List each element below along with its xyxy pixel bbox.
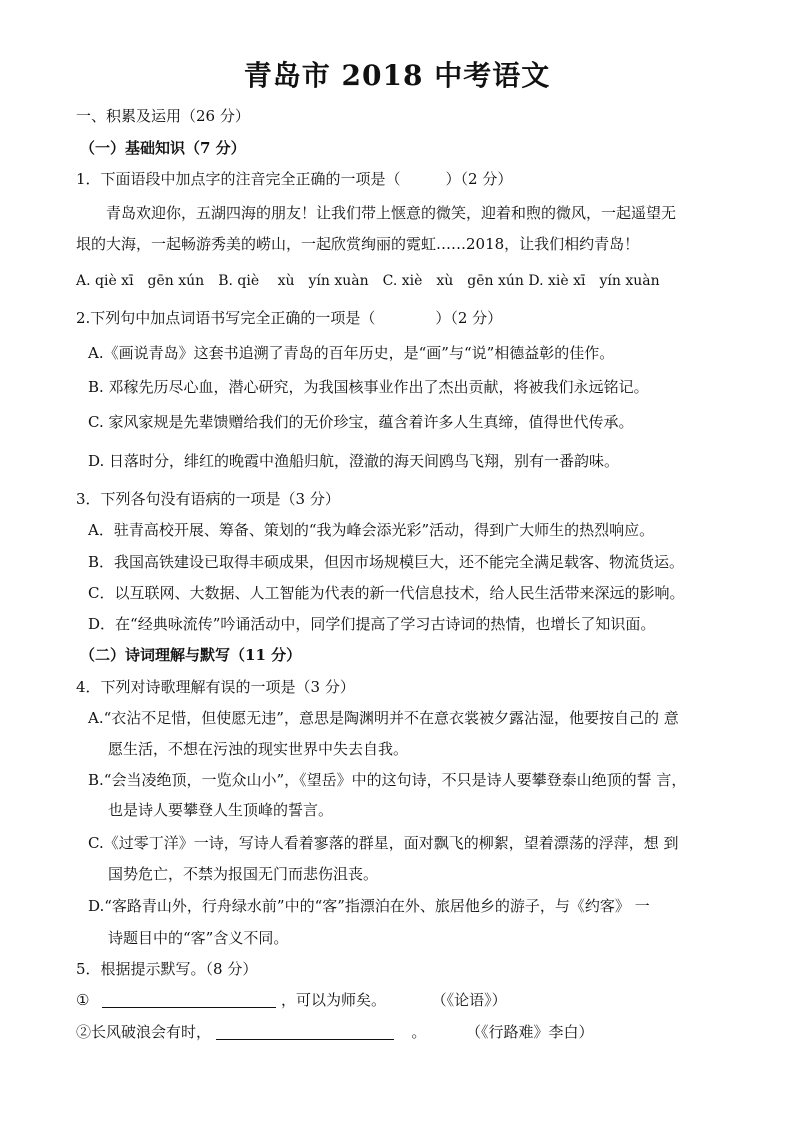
- q2-option-c: C. 家风家规是先辈馈赠给我们的无价珍宝，蕴含着许多人生真缔，值得世代传承。: [88, 413, 634, 431]
- q4-option-b-line1: B.“会当凌绝顶，一览众山小”，《望岳》中的这句诗，不只是诗人要攀登泰山绝顶的誓 言，: [88, 771, 687, 789]
- q3-option-b: B．我国高铁建设已取得丰硕成果，但因市场规模巨大，还不能完全满足载客、物流货运。: [88, 553, 685, 571]
- q1-stem: 1．下面语段中加点字的注音完全正确的一项是（ ）（2 分）: [76, 170, 513, 188]
- section-heading: 一、积累及运用（26 分）: [76, 107, 250, 125]
- q5-stem: 5．根据提示默写。（8 分）: [76, 960, 258, 978]
- q1-passage-line2: 垠的大海，一起畅游秀美的崂山，一起欣赏绚丽的霓虹……2018，让我们相约青岛！: [76, 235, 640, 253]
- q5-item1-answer-blank[interactable]: [102, 991, 276, 1008]
- part2-heading: （二）诗词理解与默写（11 分）: [80, 646, 302, 664]
- q4-option-a-line2: 愿生活，不想在污浊的现实世界中失去自我。: [108, 740, 409, 758]
- q4-option-c-line2: 国势危亡，不禁为报国无门而悲伤沮丧。: [108, 865, 379, 883]
- q5-item1-text: ，可以为师矣。: [281, 991, 387, 1009]
- q2-option-b: B. 邓稼先历尽心血，潜心研究，为我国核事业作出了杰出贡献，将被我们永远铭记。: [88, 378, 649, 396]
- q4-option-d-line1: D.“客路青山外，行舟绿水前”中的“客”指漂泊在外、旅居他乡的游子，与《约客》 一: [88, 897, 650, 915]
- q4-option-d-line2: 诗题目中的“客”含义不同。: [108, 929, 289, 947]
- q5-item1-number: ①: [76, 991, 90, 1009]
- q5-item1-source: （《论语》）: [431, 991, 507, 1009]
- q3-option-c: C．以互联网、大数据、人工智能为代表的新一代信息技术，给人民生活带来深远的影响。: [88, 584, 685, 602]
- exam-title: 青岛市 2018 中考语文: [243, 59, 551, 92]
- q4-option-a-line1: A.“衣沾不足惜，但使愿无违”，意思是陶渊明并不在意衣裳被夕露沾湿，他要按自己的 意: [88, 709, 679, 727]
- q2-option-a: A.《画说青岛》这套书追溯了青岛的百年历史，是“画”与“说”相德益彰的佳作。: [88, 344, 615, 362]
- q5-item2-end: 。: [411, 1023, 427, 1041]
- q5-item2-source: （《行路难》李白）: [465, 1023, 594, 1041]
- q3-option-d: D．在“经典咏流传”吟诵活动中，同学们提高了学习古诗词的热情，也增长了知识面。: [88, 615, 656, 633]
- q4-stem: 4．下列对诗歌理解有误的一项是（3 分）: [76, 678, 355, 696]
- q5-item2: [76, 1022, 593, 1042]
- q5-item2-answer-blank[interactable]: [216, 1023, 394, 1040]
- q5-item2-text: ②长风破浪会有时，: [76, 1023, 212, 1041]
- q2-stem: 2.下列句中加点词语书写完全正确的一项是（ ）（2 分）: [76, 309, 503, 327]
- q3-option-a: A．驻青高校开展、筹备、策划的“我为峰会添光彩”活动，得到广大师生的热烈响应。: [88, 521, 655, 539]
- q2-option-d: D. 日落时分，绯红的晚霞中渔船归航，澄澈的海天间鸥鸟飞翔，别有一番韵味。: [88, 452, 620, 470]
- q1-options: A. qiè xī gēn xún B. qiè xù yín xuàn C. xiè xù gēn xún D. xiè xī yín xuàn: [76, 273, 660, 289]
- part1-heading: （一）基础知识（7 分）: [80, 139, 246, 157]
- q3-stem: 3．下列各句没有语病的一项是（3 分）: [76, 490, 340, 508]
- q5-item1: [76, 990, 507, 1010]
- q4-option-c-line1: C.《过零丁洋》一诗，写诗人看着寥落的群星，面对飘飞的柳絮，望着漂荡的浮萍，想 到: [88, 834, 679, 852]
- q1-passage-line1: 青岛欢迎你，五湖四海的朋友！让我们带上惬意的微笑，迎着和煦的微风，一起遥望无: [106, 204, 677, 222]
- q4-option-b-line2: 也是诗人要攀登人生顶峰的誓言。: [108, 801, 334, 819]
